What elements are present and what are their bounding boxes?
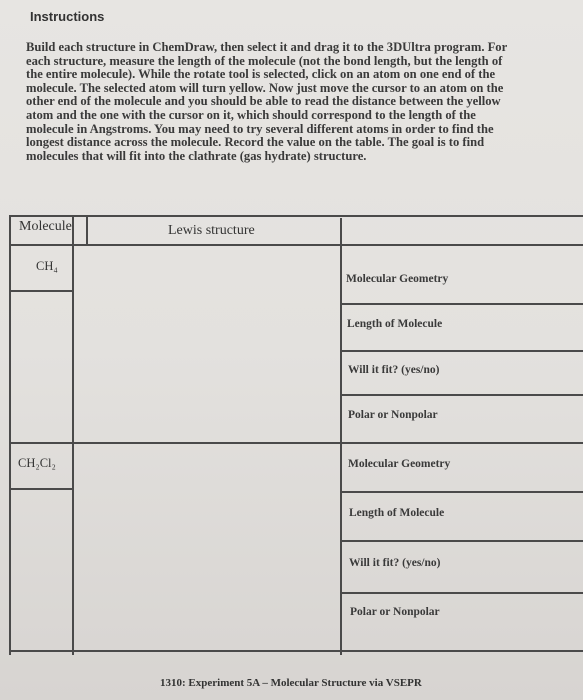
instructions-line: atom and the one with the cursor on it, which should correspond to the length of the xyxy=(26,107,476,122)
property-label: Polar or Nonpolar xyxy=(348,409,438,421)
instructions-paragraph xyxy=(26,41,574,163)
molecule-ch4: CH₄ xyxy=(36,259,58,273)
row1-prop-line xyxy=(340,350,583,352)
instructions-line: molecule in Angstroms. You may need to try several different atoms in order to find the xyxy=(26,121,494,136)
table-border-top xyxy=(9,215,583,217)
instructions-line: the entire molecule). While the rotate tool is selected, click on an atom on one end of the xyxy=(26,67,496,82)
instructions-line: molecules that will fit into the clathrate (gas hydrate) structure. xyxy=(26,148,367,163)
table-divider-molecule xyxy=(72,215,74,655)
row2-prop-line xyxy=(340,491,583,493)
row1-prop-line xyxy=(340,303,583,305)
row2-label-line xyxy=(9,488,73,490)
table-border-left xyxy=(9,215,11,655)
row1-label-line xyxy=(9,290,73,292)
instructions-heading: Instructions xyxy=(30,9,105,24)
row2-prop-line xyxy=(340,540,583,542)
instructions-line: Build each structure in ChemDraw, then select it and drag it to the 3DUltra program. For xyxy=(26,40,508,54)
row-separator xyxy=(9,442,583,444)
row1-prop-line xyxy=(340,394,583,396)
table-border-bottom xyxy=(9,650,583,652)
table-header-line xyxy=(9,244,583,246)
page-footer: 1310: Experiment 5A – Molecular Structure via VSEPR xyxy=(160,677,422,689)
molecule-ch2cl2: CH₂Cl₂ xyxy=(18,456,56,470)
instructions-line: other end of the molecule and you should be able to read the distance between the yellow xyxy=(26,94,501,109)
property-label: Will it fit? (yes/no) xyxy=(349,557,441,569)
instructions-line: molecule. The selected atom will turn yellow. Now just move the cursor to an atom on the xyxy=(26,80,504,95)
molecule-table xyxy=(0,210,583,660)
header-molecule: Molecule xyxy=(19,219,72,234)
header-lewis-structure: Lewis structure xyxy=(168,223,255,238)
property-label: Length of Molecule xyxy=(349,507,445,519)
row2-prop-line xyxy=(340,592,583,594)
property-label: Polar or Nonpolar xyxy=(350,606,440,618)
property-label: Molecular Geometry xyxy=(346,273,449,285)
property-label: Molecular Geometry xyxy=(348,458,451,470)
table-divider-lewis xyxy=(86,215,88,245)
instructions-line: longest distance across the molecule. Record the value on the table. The goal is to find xyxy=(26,135,485,150)
property-label: Will it fit? (yes/no) xyxy=(348,364,440,376)
table-divider-properties xyxy=(340,218,342,655)
property-label: Length of Molecule xyxy=(347,318,443,330)
instructions-line: each structure, measure the length of the molecule (not the bond length, but the length of xyxy=(26,53,503,68)
